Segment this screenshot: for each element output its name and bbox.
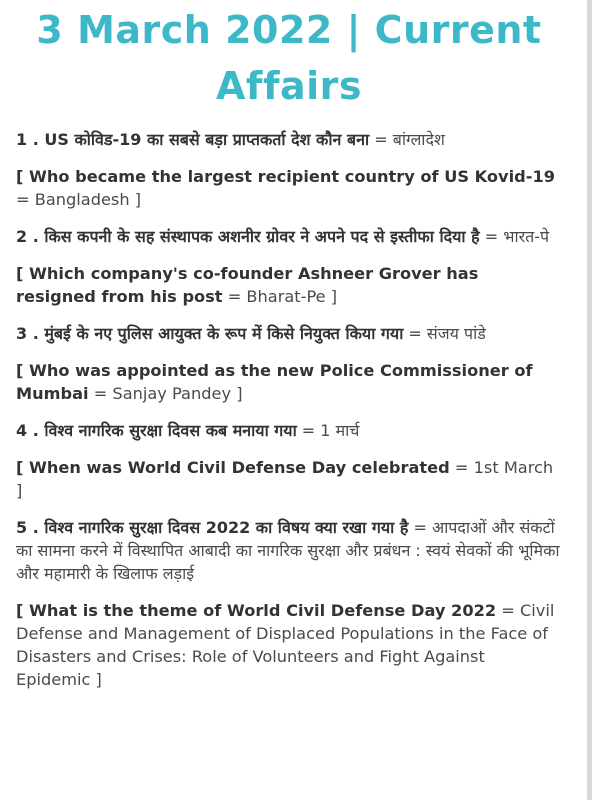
qa-item-1-hindi	[16, 128, 560, 151]
question-text: 5 . विश्व नागरिक सुरक्षा दिवस 2022 का विषय क्या रखा गया है	[16, 518, 409, 537]
equals-sign: =	[296, 421, 321, 440]
qa-item-2-hindi	[16, 225, 560, 248]
question-text: [ When was World Civil Defense Day celebrated	[16, 458, 450, 477]
page-scrollbar[interactable]	[587, 0, 592, 800]
equals-sign: =	[16, 190, 35, 209]
equals-sign: =	[222, 287, 247, 306]
answer-text: Bangladesh ]	[34, 190, 142, 209]
page-title: 3 March 2022 | Current Affairs	[36, 8, 542, 108]
qa-item-2-english	[16, 262, 560, 308]
equals-sign: =	[408, 518, 432, 537]
qa-item-1-english	[16, 165, 560, 211]
question-text: [ Who became the largest recipient country of US Kovid-19	[16, 167, 555, 186]
question-text: 1 . US कोविड-19 का सबसे बड़ा प्राप्तकर्ता देश कौन बना	[16, 130, 370, 149]
question-text: [ What is the theme of World Civil Defense Day 2022	[16, 601, 497, 620]
qa-item-5-english	[16, 599, 560, 691]
question-text: [ Which company's co-founder Ashneer Grover has resigned from his post	[16, 264, 479, 306]
question-text: [ Who was appointed as the new Police Commissioner of Mumbai	[16, 361, 533, 403]
qa-item-3-hindi	[16, 322, 560, 345]
equals-sign: =	[449, 458, 474, 477]
answer-text: 1 मार्च	[320, 421, 360, 440]
equals-sign: =	[479, 227, 504, 246]
equals-sign: =	[496, 601, 520, 620]
qa-item-3-english	[16, 359, 560, 405]
equals-sign: =	[403, 324, 427, 343]
question-text: 2 . किस कपनी के सह संस्थापक अशनीर ग्रोवर ने अपने पद से इस्तीफा दिया है	[16, 227, 480, 246]
qa-item-5-hindi	[16, 516, 560, 585]
qa-list	[0, 128, 578, 691]
answer-text: Civil Defense and Management of Displaced Populations in the Face of Disasters and Crises: Role of Volunteers and Fight Against Epidemic ]	[16, 601, 555, 689]
question-text: 4 . विश्व नागरिक सुरक्षा दिवस कब मनाया गया	[16, 421, 297, 440]
question-text: 3 . मुंबई के नए पुलिस आयुक्त के रूप में किसे नियुक्त किया गया	[16, 324, 404, 343]
equals-sign: =	[369, 130, 393, 149]
answer-text: संजय पांडे	[426, 324, 486, 343]
answer-text: Bharat-Pe ]	[246, 287, 338, 306]
answer-text: 1st March ]	[16, 458, 554, 500]
answer-text: बांग्लादेश	[392, 130, 445, 149]
qa-item-4-hindi	[16, 419, 560, 442]
answer-text: आपदाओं और संकटों का सामना करने में विस्थापित आबादी का नागरिक सुरक्षा और प्रबंधन : स्वयं सेवकों की भूमिका और महामारी के खिलाफ लड़ाई	[16, 518, 560, 583]
qa-item-4-english	[16, 456, 560, 502]
equals-sign: =	[88, 384, 113, 403]
answer-text: भारत-पे	[503, 227, 550, 246]
answer-text: Sanjay Pandey ]	[112, 384, 243, 403]
